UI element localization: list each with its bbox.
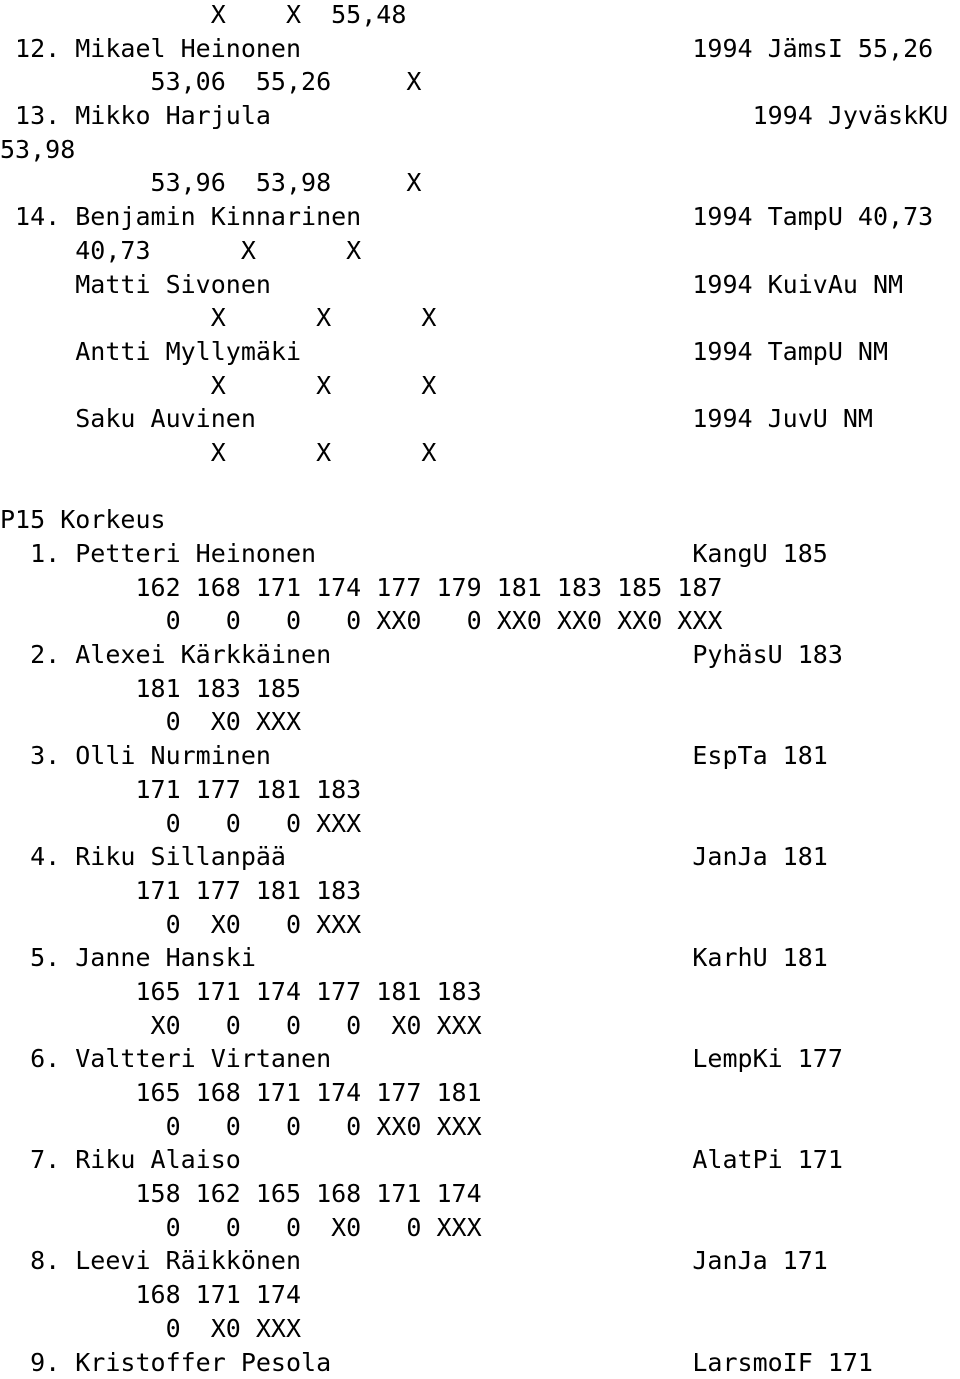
text-line: 158 162 165 168 171 174: [0, 1177, 960, 1211]
text-line: 181 183 185: [0, 672, 960, 706]
text-line: 53,96 53,98 X: [0, 166, 960, 200]
text-line: 0 0 0 0 XX0 XXX: [0, 1110, 960, 1144]
text-line: Saku Auvinen 1994 JuvU NM: [0, 402, 960, 436]
text-line: 4. Riku Sillanpää JanJa 181: [0, 840, 960, 874]
text-line: 165 168 171 174 177 181: [0, 1076, 960, 1110]
text-line: 12. Mikael Heinonen 1994 JämsI 55,26: [0, 32, 960, 66]
text-line: X X X: [0, 301, 960, 335]
blank-line: [0, 470, 960, 504]
text-line: 53,06 55,26 X: [0, 65, 960, 99]
text-line: 1. Petteri Heinonen KangU 185: [0, 537, 960, 571]
text-line: 0 X0 XXX: [0, 705, 960, 739]
text-line: 9. Kristoffer Pesola LarsmoIF 171: [0, 1346, 960, 1379]
text-line: 2. Alexei Kärkkäinen PyhäsU 183: [0, 638, 960, 672]
text-line: X X X: [0, 436, 960, 470]
text-line: 40,73 X X: [0, 234, 960, 268]
text-line: 5. Janne Hanski KarhU 181: [0, 941, 960, 975]
text-line: 53,98: [0, 133, 960, 167]
text-line: 165 171 174 177 181 183: [0, 975, 960, 1009]
text-line: Matti Sivonen 1994 KuivAu NM: [0, 268, 960, 302]
text-line: 6. Valtteri Virtanen LempKi 177: [0, 1042, 960, 1076]
text-line: X0 0 0 0 X0 XXX: [0, 1009, 960, 1043]
text-line: 7. Riku Alaiso AlatPi 171: [0, 1143, 960, 1177]
text-line: X X 55,48: [0, 0, 960, 32]
text-line: 3. Olli Nurminen EspTa 181: [0, 739, 960, 773]
text-line: 0 0 0 X0 0 XXX: [0, 1211, 960, 1245]
text-line: 0 X0 0 XXX: [0, 908, 960, 942]
text-line: 0 0 0 0 XX0 0 XX0 XX0 XX0 XXX: [0, 604, 960, 638]
text-line: 171 177 181 183: [0, 773, 960, 807]
text-line: 171 177 181 183: [0, 874, 960, 908]
text-line: 168 171 174: [0, 1278, 960, 1312]
text-line: 0 0 0 XXX: [0, 807, 960, 841]
text-line: 0 X0 XXX: [0, 1312, 960, 1346]
text-line: Antti Myllymäki 1994 TampU NM: [0, 335, 960, 369]
text-line: 162 168 171 174 177 179 181 183 185 187: [0, 571, 960, 605]
section-heading: P15 Korkeus: [0, 503, 960, 537]
text-line: X X X: [0, 369, 960, 403]
text-line: 8. Leevi Räikkönen JanJa 171: [0, 1244, 960, 1278]
text-line: 13. Mikko Harjula 1994 JyväskKU: [0, 99, 960, 133]
text-line: 14. Benjamin Kinnarinen 1994 TampU 40,73: [0, 200, 960, 234]
